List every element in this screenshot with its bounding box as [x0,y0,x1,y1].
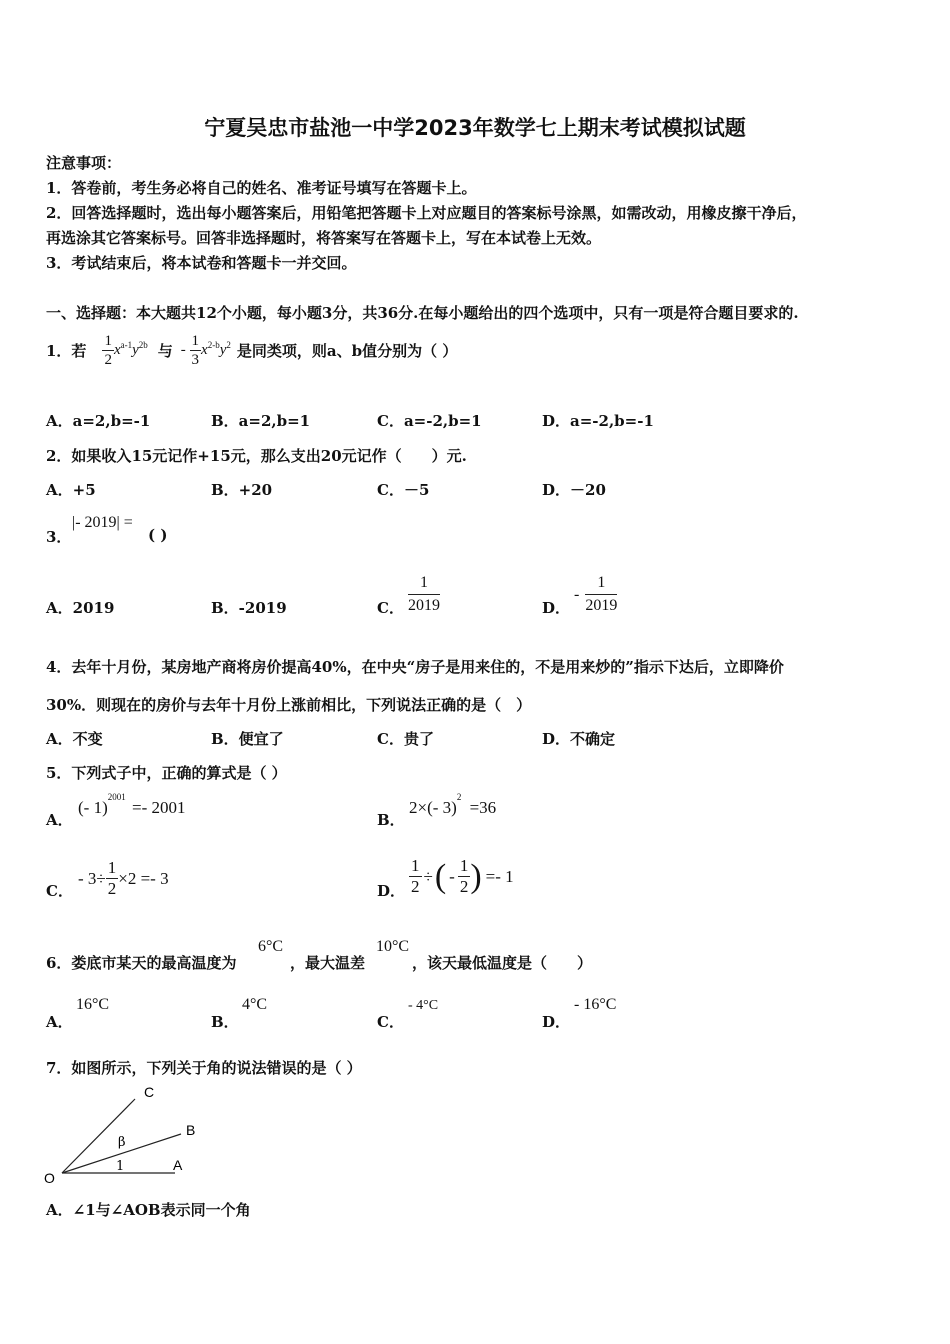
q3-d-sign: - [574,585,580,603]
q1-t2-x: x [201,341,208,358]
q4-option-b[interactable]: B．便宜了 [211,730,284,748]
q6-option-d-value: - 16°C [574,996,617,1013]
q1-mid: 与 [157,341,173,360]
q1-t2-xe: 2-b [207,339,220,350]
q1-t1-x: x [113,341,121,358]
q4-option-c[interactable]: C．贵了 [377,730,434,748]
label-a: A [173,1157,183,1173]
question-1 [46,328,457,372]
q5-a-exp: 2001 [107,792,126,803]
q3-prefix: 3． [46,528,72,546]
q1-t2-sign: - [180,341,186,358]
q1-t1-den: 2 [104,351,112,368]
q3-d-num: 1 [585,572,617,595]
q6-suffix: ，该天最低温度是（ ） [412,954,593,972]
q5-d-num2: 1 [459,856,469,875]
q5-d-den2: 2 [459,877,469,896]
notice-heading: 注意事项： [46,154,122,172]
q6-prefix: 6．娄底市某天的最高温度为 [46,954,237,972]
q6-mid: ，最大温差 [290,954,366,972]
q1-t1-xe: a-1 [120,339,133,350]
q6-option-a-label[interactable]: A． [46,1013,73,1031]
q5-d-num1: 1 [411,856,420,875]
q1-prefix: 1．若 [46,341,87,360]
q5-option-a-expr [78,792,186,818]
label-beta: β [118,1135,126,1150]
q1-option-a[interactable]: A．a=2,b=-1 [46,412,151,430]
q1-term-1 [102,332,147,369]
q5-c-rest: ×2 =- 3 [118,868,169,888]
q1-suffix: 是同类项，则a、b值分别为（ ） [236,341,458,360]
question-4-line-2: 30%．则现在的房价与去年十月份上涨前相比，下列说法正确的是（ ） [46,696,532,714]
page-title: 宁夏吴忠市盐池一中学2023年数学七上期末考试模拟试题 [204,116,746,140]
q6-high-temp: 6°C [258,938,284,955]
q5-d-lparen: ( [434,857,447,895]
q1-t2-ye: 2 [226,339,231,350]
q5-option-b-expr [409,792,497,818]
q6-option-a-value: 16°C [76,996,110,1013]
label-b: B [186,1122,196,1138]
q7-angle-figure [40,1080,210,1190]
q4-option-a[interactable]: A．不变 [46,730,103,748]
q6-option-b-value: 4°C [242,996,268,1013]
q5-a-base: (- 1) [78,798,108,817]
q2-option-c[interactable]: C．－5 [377,481,430,499]
q5-option-a-label[interactable]: A． [46,811,73,829]
q3-option-b[interactable]: B．-2019 [211,599,287,617]
notice-item: 再选涂其它答案标号。回答非选择题时，将答案写在答题卡上，写在本试卷上无效。 [46,229,602,247]
q5-c-pre: - 3÷ [78,868,106,888]
q5-option-d-expr [409,856,514,897]
q5-option-b-label[interactable]: B． [377,811,405,829]
q5-d-den1: 2 [411,877,420,896]
q3-c-den: 2019 [408,597,440,614]
q3-option-c-label[interactable]: C． [377,599,404,617]
q6-option-d-label[interactable]: D． [542,1013,571,1031]
q5-c-den: 2 [107,879,117,898]
q5-d-sign: - [449,866,455,886]
q2-option-d[interactable]: D．－20 [542,481,606,499]
q5-a-rest: =- 2001 [131,798,186,817]
q5-b-rest: =36 [469,798,497,817]
q3-option-d-value [574,572,617,617]
q1-term-2 [181,332,231,369]
q6-option-b-label[interactable]: B． [211,1013,239,1031]
question-7: 7．如图所示，下列关于角的说法错误的是（ ） [46,1059,362,1077]
q6-option-c-value: - 4°C [408,998,439,1013]
question-2: 2．如果收入15元记作+15元，那么支出20元记作（ ）元. [46,447,467,465]
q1-option-c[interactable]: C．a=-2,b=1 [377,412,482,430]
q1-t2-num: 1 [191,332,200,349]
q3-option-a[interactable]: A．2019 [46,599,115,617]
notice-item: 1．答卷前，考生务必将自己的姓名、准考证号填写在答题卡上。 [46,179,477,197]
q5-d-rparen: ) [470,857,482,895]
q6-option-c-label[interactable]: C． [377,1013,404,1031]
q3-option-c-value [408,572,440,617]
notice-item: 3．考试结束后，将本试卷和答题卡一并交回。 [46,254,357,272]
q5-b-exp: 2 [456,792,462,803]
q1-t1-y: y [132,341,139,358]
q5-d-op: ÷ [423,866,433,886]
q1-t1-num: 1 [104,332,112,349]
notice-item: 2．回答选择题时，选出每小题答案后，用铅笔把答题卡上对应题目的答案标号涂黑，如需改动，用橡皮擦干净后， [46,204,807,222]
section-heading: 一、选择题：本大题共12个小题，每小题3分，共36分.在每小题给出的四个选项中，只有一项是符合题目要求的. [46,304,799,322]
q3-expression: |- 2019| = [72,514,133,531]
label-c: C [144,1084,155,1100]
q5-c-num: 1 [107,858,117,877]
q7-option-a[interactable]: A．∠1与∠AOB表示同一个角 [46,1201,251,1219]
q5-option-c-label[interactable]: C． [46,882,73,900]
q3-d-den: 2019 [585,597,618,614]
q6-temp-diff: 10°C [376,938,410,955]
label-angle-1: 1 [116,1159,125,1174]
q5-option-c-expr [78,858,169,899]
question-4-line-1: 4．去年十月份，某房地产商将房价提高40%，在中央“房子是用来住的，不是用来炒的”指示下达后，立即降价 [46,658,784,676]
q5-option-d-label[interactable]: D． [377,882,406,900]
q5-d-rest: =- 1 [485,866,514,886]
q4-option-d[interactable]: D．不确定 [542,730,616,748]
q2-option-a[interactable]: A．+5 [46,481,96,499]
question-5: 5．下列式子中，正确的算式是（ ） [46,764,287,782]
q2-option-b[interactable]: B．+20 [211,481,273,499]
q5-b-pre: 2×(- 3) [409,798,457,817]
q3-option-d-label[interactable]: D． [542,599,571,617]
q1-t2-den: 3 [191,351,200,368]
q1-option-d[interactable]: D．a=-2,b=-1 [542,412,654,430]
q3-suffix: ( ) [148,526,168,544]
q1-option-b[interactable]: B．a=2,b=1 [211,412,311,430]
q1-t1-ye: 2b [138,339,148,350]
q1-t2-y: y [219,341,227,358]
q3-c-num: 1 [408,572,440,595]
label-o: O [44,1170,55,1186]
